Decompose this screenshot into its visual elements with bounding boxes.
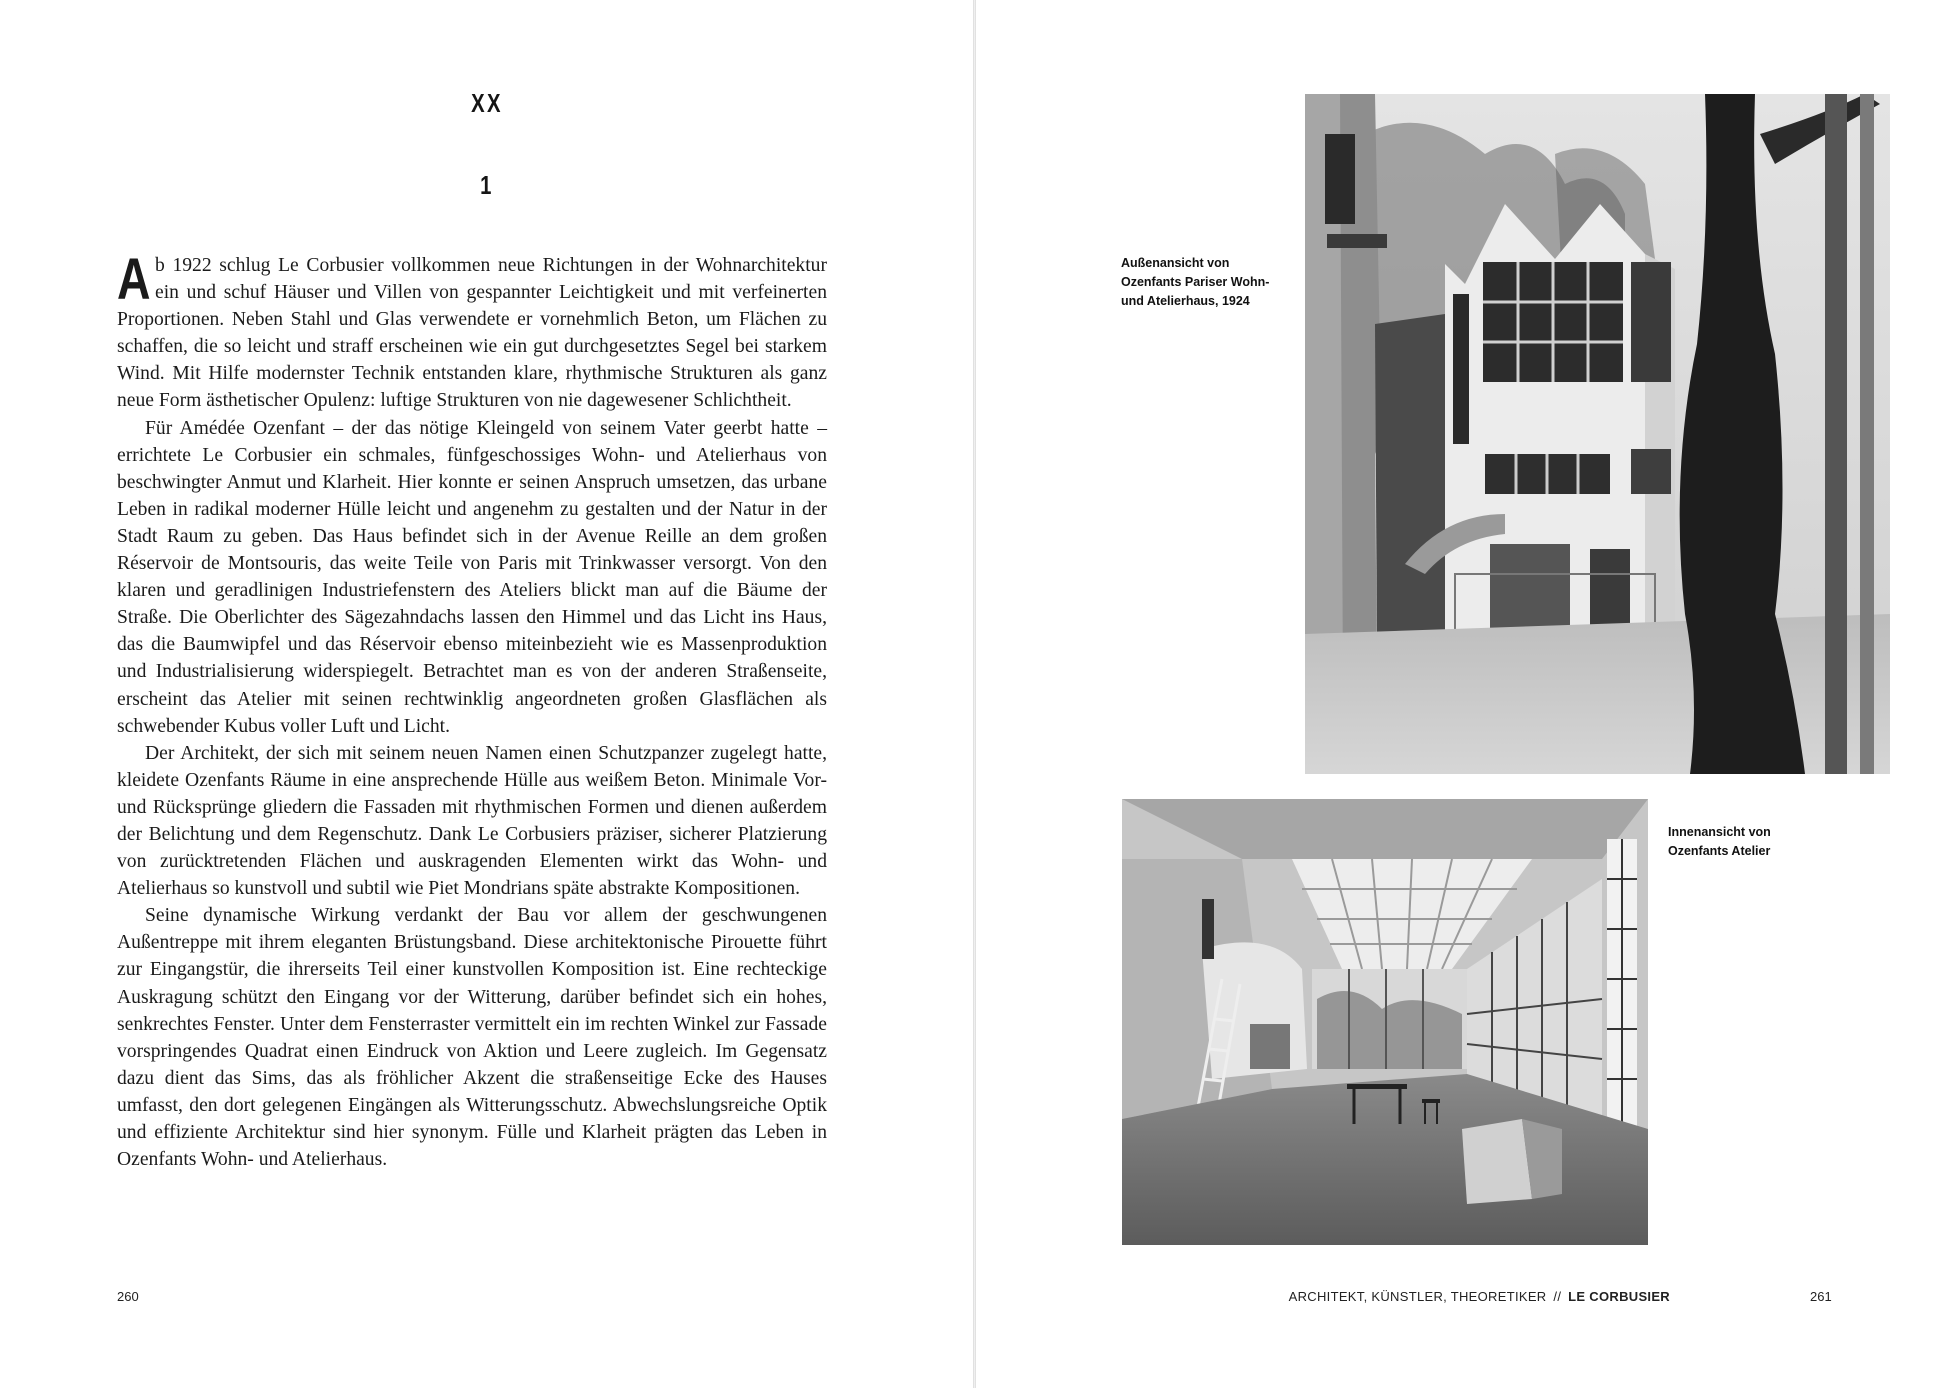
exterior-photo <box>1305 94 1890 774</box>
paragraph-3: Der Architekt, der sich mit seinem neuen Namen einen Schutzpanzer zugelegt hatte, kleidete Ozenfants Räume in eine ansprechende Hülle aus weißem Beton. Minimale Vor- und Rücksprünge gliedern die Fassaden mit rhythmischen Formen und dienen außerdem der Belichtung und dem Regenschutz. Dank Le Corbusiers präziser, sicherer Platzierung von zurücktretenden Flächen und auskragenden Elementen wirkt das Wohn- und Atelierhaus so kunstvoll und subtil wie Piet Mondrians späte abstrakte Kompositionen. <box>117 742 827 900</box>
running-head-separator: // <box>1553 1289 1562 1304</box>
drop-cap: A <box>117 247 151 312</box>
body-text <box>117 247 827 1173</box>
running-head-subject: LE CORBUSIER <box>1568 1289 1670 1304</box>
section-number: 1 <box>480 170 494 200</box>
caption-interior: Innenansicht von Ozenfants Atelier <box>1668 825 1771 858</box>
exterior-photo-image <box>1305 94 1890 774</box>
interior-photo <box>1122 799 1648 1245</box>
paragraph-2: Für Amédée Ozenfant – der das nötige Kleingeld von seinem Vater geerbt hatte – errichtete Le Corbusier ein schmales, fünfgeschossiges Wohn- und Atelierhaus von beschwingter Anmut und Klarheit. Hier konnte er seinen Anspruch umsetzen, das urbane Leben in radikal moderner Hülle leicht und angenehm zu gestalten und der Natur in der Stadt Raum zu geben. Das Haus befindet sich in der Avenue Reille an dem großen Réservoir de Montsouris, das weite Teile von Paris mit Trinkwasser versorgt. Von den klaren und geradlinigen Industriefenstern des Ateliers blickt man auf die Bäume der Straße. Die Oberlichter des Sägezahndachs lassen den Himmel und das Licht ins Haus, das die Baumwipfel und das Réservoir ebenso miteinbezieht wie es Massenproduktion und Industrialisierung widerspiegelt. Betrachtet man es von der anderen Straßenseite, erscheint das Atelier mit seinen rechtwinklig angeordneten großen Glasflächen als schwebender Kubus voller Luft und Licht. <box>117 417 827 737</box>
page-number-right: 261 <box>1810 1289 1832 1304</box>
running-head-section: ARCHITEKT, KÜNSTLER, THEORETIKER <box>1288 1289 1547 1304</box>
interior-photo-image <box>1122 799 1648 1245</box>
caption-exterior: Außenansicht von Ozenfants Pariser Wohn- und Atelierhaus, 1924 <box>1121 256 1270 308</box>
left-page <box>0 0 974 1388</box>
page-number-left: 260 <box>117 1289 139 1304</box>
paragraph-4: Seine dynamische Wirkung verdankt der Bau vor allem der geschwungenen Außentreppe mit ihrem eleganten Brüstungsband. Diese architektonische Pirouette führt zur Eingangstür, die ihrerseits Teil einer kunstvollen Komposition ist. Eine rechteckige Auskragung schützt den Eingang vor der Witterung, darüber befindet sich ein hohes, senkrechtes Fenster. Unter dem Fensterraster vermittelt ein im rechten Winkel zur Fassade vorspringendes Quadrat einen Eindruck von Aktion und Leere zugleich. Im Gegensatz dazu dient das Sims, das als fröhlicher Akzent die straßenseitige Ecke des Hauses umfasst, den dort gelegenen Eingängen als Witterungsschutz. Abwechslungsreiche Optik und effiziente Architektur sind hier synonym. Fülle und Klarheit prägten das Leben in Ozenfants Wohn- und Atelierhaus. <box>117 905 827 1171</box>
paragraph-1 <box>117 247 827 415</box>
chapter-number: XX <box>471 88 503 118</box>
running-head <box>1289 1289 1670 1304</box>
paragraph-1-text: b 1922 schlug Le Corbusier vollkommen neue Richtungen in der Wohnarchitektur ein und schuf Häuser und Villen von gespannter Leichtigkeit und mit verfeinerten Proportionen. Neben Stahl und Glas verwendete er vornehmlich Beton, um Flächen zu schaffen, die so leicht und straff erscheinen wie ein gut durchgesetztes Segel bei starkem Wind. Mit Hilfe modernster Technik entstanden klare, rhythmische Strukturen als ganz neue Form ästhetischer Opulenz: luftige Strukturen von nie dagewesener Schlichtheit. <box>117 255 827 412</box>
